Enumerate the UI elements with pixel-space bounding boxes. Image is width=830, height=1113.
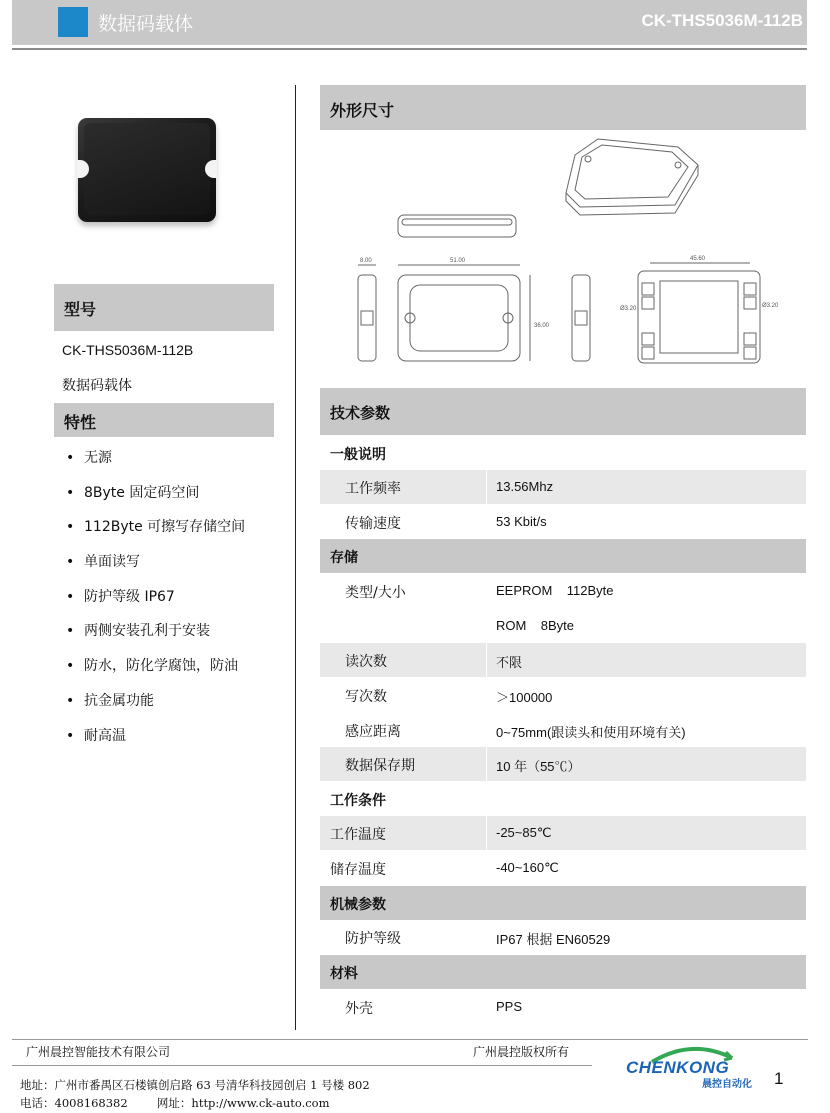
model-name: 数据码载体 [62,378,132,394]
tech-heading: 技术参数 [330,404,391,422]
footer-copyright: 广州晨控版权所有 [473,1045,570,1059]
dim-hole-span: 45.60 [690,256,706,262]
table-row: 外壳 PPS [345,999,523,1017]
footer-address: 地址：广州市番禺区石楼镇创启路 63 号清华科技园创启 1 号楼 802 [20,1078,370,1092]
table-row: 传输速度 53 Kbit/s [345,514,547,532]
dimensions-heading: 外形尺寸 [330,101,395,120]
feature-item: • 无源 [66,450,112,466]
feature-item: • 112Byte 可擦写存储空间 [66,519,246,535]
logo-subtitle: 晨控自动化 [702,1079,752,1090]
dimensions-section-bar [320,85,806,130]
feature-item: • 抗金属功能 [66,693,154,709]
table-row: 机械参数 [320,886,806,920]
dim-thickness: 8.00 [360,258,372,264]
dim-width: 51.00 [450,258,466,264]
dim-hole-left: Ø3.20 [620,306,637,312]
table-row: 工作频率 13.56Mhz [320,470,806,504]
dim-height: 36.00 [534,323,550,329]
table-row: 读次数 不限 [320,643,806,677]
model-code: CK-THS5036M-112B [62,342,194,358]
header-model: CK-THS5036M-112B [641,11,803,30]
footer-company: 广州晨控智能技术有限公司 [26,1045,171,1059]
footer-divider-2 [12,1065,592,1066]
header-title: 数据码载体 [98,13,194,35]
feature-item: • 8Byte 固定码空间 [66,485,200,501]
table-row: 写次数 ＞100000 [345,689,553,705]
header-divider [12,48,807,50]
feature-item: • 防水，防化学腐蚀，防油 [66,658,238,674]
dim-hole-right: Ø3.20 [762,303,779,309]
feature-item: • 耐高温 [66,728,126,744]
feature-item: • 单面读写 [66,554,140,570]
header-square-icon [58,7,88,37]
chenkong-logo [622,1040,762,1090]
logo-text: CHENKONG [626,1058,730,1077]
dimension-drawing [330,135,790,380]
footer-contact: 电话：4008168382 网址：http://www.ck-auto.com [20,1096,330,1110]
features-section-bar [54,403,274,437]
table-row: 储存温度 -40~160℃ [330,860,559,878]
table-row: 数据保存期 10 年（55℃） [320,747,806,781]
tech-section-bar [320,388,806,435]
feature-item: • 两侧安装孔利于安装 [66,623,210,639]
table-row: 存储 [320,539,806,573]
page-number: 1 [774,1069,784,1088]
table-row: 感应距离 0~75mm(跟读头和使用环境有关) [345,724,686,740]
table-row: ROM 8Byte [496,618,575,633]
features-heading: 特性 [64,413,97,432]
table-row: 材料 [320,955,806,989]
table-row: 工作条件 [330,793,386,809]
product-image [78,118,216,222]
table-row: 一般说明 [330,447,386,463]
feature-item: • 防护等级 IP67 [66,589,175,605]
model-heading: 型号 [64,300,97,319]
table-row: 工作温度 -25~85℃ [320,816,806,850]
table-row: 防护等级 IP67 根据 EN60529 [345,931,611,947]
model-section-bar [54,284,274,331]
column-divider [295,85,296,1030]
table-row: 类型/大小 EEPROM 112Byte [345,583,614,601]
